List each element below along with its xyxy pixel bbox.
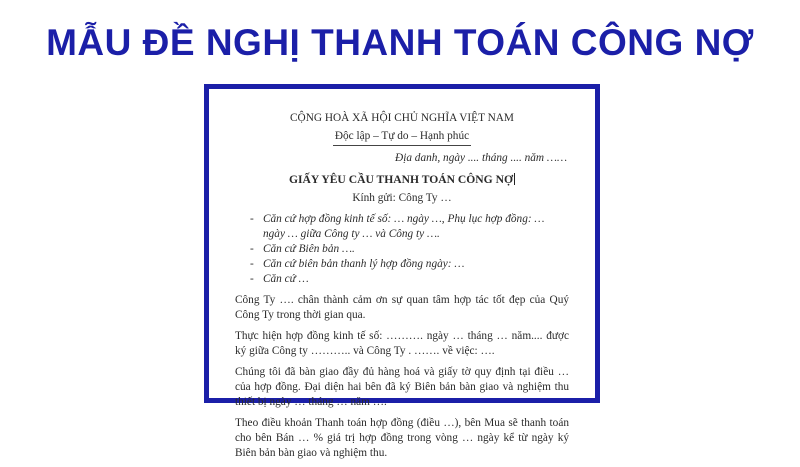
banner-title: MẪU ĐỀ NGHỊ THANH TOÁN CÔNG NỢ xyxy=(46,22,754,63)
list-marker: - xyxy=(250,243,254,255)
list-item xyxy=(250,242,569,257)
paragraph-contract: Thực hiện hợp đồng kinh tế số: ………. ngày … tháng … năm.... được ký giữa Công ty ……….. và Công Ty . ……. về việc: …. xyxy=(235,330,569,357)
text-cursor xyxy=(514,173,515,185)
list-marker: - xyxy=(250,258,254,270)
basis-list xyxy=(235,212,569,287)
document-body xyxy=(235,111,569,467)
document-heading-text: GIẤY YÊU CẦU THANH TOÁN CÔNG NỢ xyxy=(289,173,513,186)
list-item-text: Căn cứ biên bản thanh lý hợp đồng ngày: … xyxy=(263,258,465,270)
list-item-text: Căn cứ Biên bản …. xyxy=(263,243,355,255)
greeting-line: Kính gửi: Công Ty … xyxy=(352,192,452,204)
paragraph-thanks: Công Ty …. chân thành cảm ơn sự quan tâm hợp tác tốt đẹp của Quý Công Ty trong thời gian qua. xyxy=(235,294,569,321)
place-date-line: Địa danh, ngày .... tháng .... năm …… xyxy=(395,152,567,164)
national-title: CỘNG HOÀ XÃ HỘI CHỦ NGHĨA VIỆT NAM xyxy=(290,112,514,124)
motto-line xyxy=(235,129,569,146)
list-item xyxy=(250,272,569,287)
list-marker: - xyxy=(250,273,254,285)
list-item xyxy=(250,257,569,272)
list-item-text: Căn cứ … xyxy=(263,273,309,285)
list-marker: - xyxy=(250,213,254,225)
list-item-text: Căn cứ hợp đồng kinh tế số: … ngày …, Phụ lục hợp đồng: … ngày … giữa Công ty … và Công ty …. xyxy=(263,213,545,240)
list-item xyxy=(250,212,569,242)
document-heading xyxy=(235,172,569,187)
paragraph-payment-terms: Theo điều khoản Thanh toán hợp đồng (điều …), bên Mua sẽ thanh toán cho bên Bán … % giá trị hợp đồng trong vòng … ngày kể từ ngày ký Biên bản bàn giao và nghiệm thu. xyxy=(235,417,569,459)
paragraph-delivery: Chúng tôi đã bàn giao đầy đủ hàng hoá và giấy tờ quy định tại điều … của hợp đồng. Đại diện hai bên đã ký Biên bản bàn giao và nghiệm thu thiết bị ngày … tháng … năm …. xyxy=(235,366,569,408)
document-preview-frame xyxy=(204,84,600,459)
motto: Độc lập – Tự do – Hạnh phúc xyxy=(333,129,471,146)
